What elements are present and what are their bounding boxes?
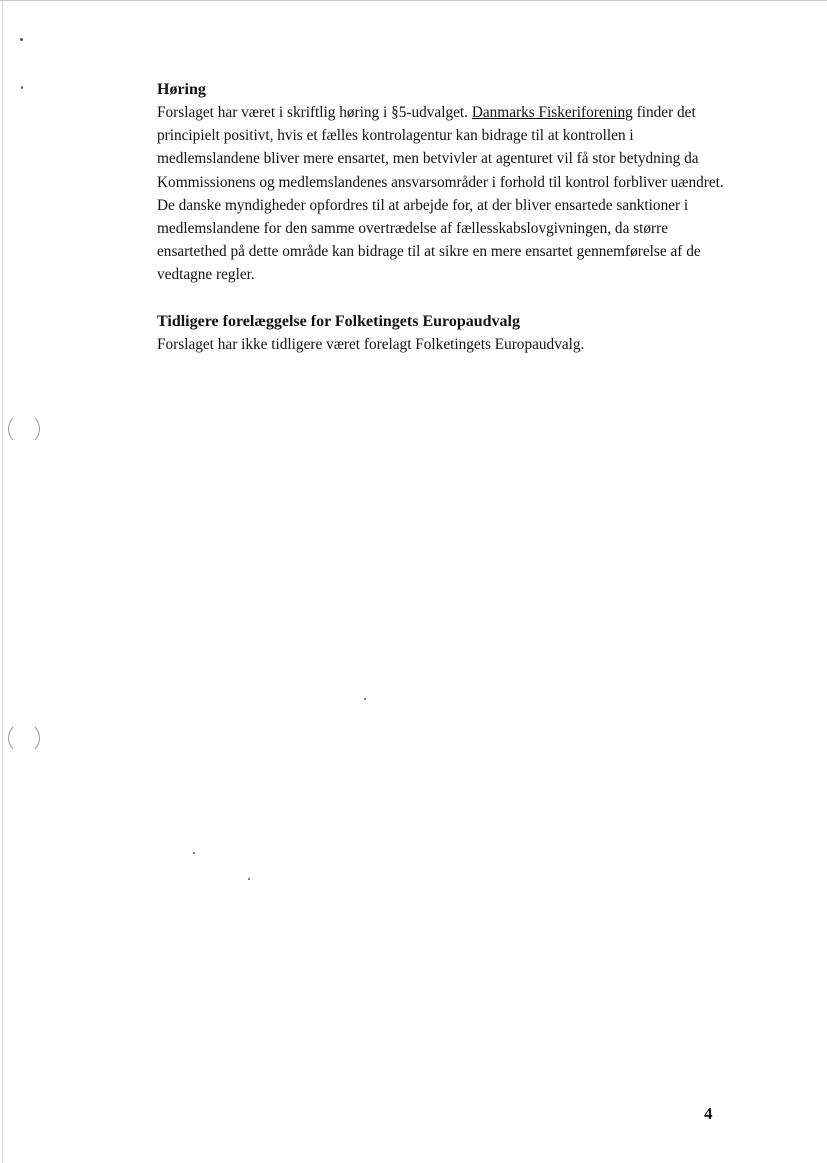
section-tidligere-foreleggelse <box>157 310 737 356</box>
section-body <box>157 101 737 287</box>
section-hoering <box>157 78 737 287</box>
section-heading: Tidligere forelæggelse for Folketingets Europaudvalg <box>157 312 520 330</box>
body-text: finder det principielt positivt, hvis et fælles kontrolagentur kan bidrage til at kontrollen i medlemslandene bliver mere ensartet, men betvivler at agenturet vil få stor betydning da Kommissionens og medlemslandenes ansvarsområder i forhold til kontrol forbliver uændret. De danske myndigheder opfordres til at arbejde for, at der bliver ensartede sanktioner i medlemslandene for den samme overtrædelse af fællesskabslovgivningen, da større ensartethed på dette område kan bidrage til at sikre en mere ensartet gennemførelse af de vedtagne regler. <box>157 104 724 284</box>
document-content <box>157 78 737 356</box>
body-text: Forslaget har været i skriftlig høring i §5-udvalget. <box>157 104 472 121</box>
scan-edge-left <box>2 0 3 1163</box>
scan-edge-top <box>0 0 827 1</box>
punch-hole-bottom <box>8 722 40 754</box>
section-heading: Høring <box>157 81 206 98</box>
section-gap <box>157 287 737 310</box>
section-body: Forslaget har ikke tidligere været forelagt Folketingets Europaudvalg. <box>157 335 585 353</box>
page-number: 4 <box>704 1104 713 1123</box>
scan-speck <box>21 86 23 89</box>
scan-speck <box>193 852 195 854</box>
scan-speck <box>20 38 23 41</box>
punch-hole-top <box>8 413 40 445</box>
scan-speck <box>364 698 366 700</box>
scan-speck <box>248 878 250 880</box>
organisation-link: Danmarks Fiskeriforening <box>471 104 633 121</box>
